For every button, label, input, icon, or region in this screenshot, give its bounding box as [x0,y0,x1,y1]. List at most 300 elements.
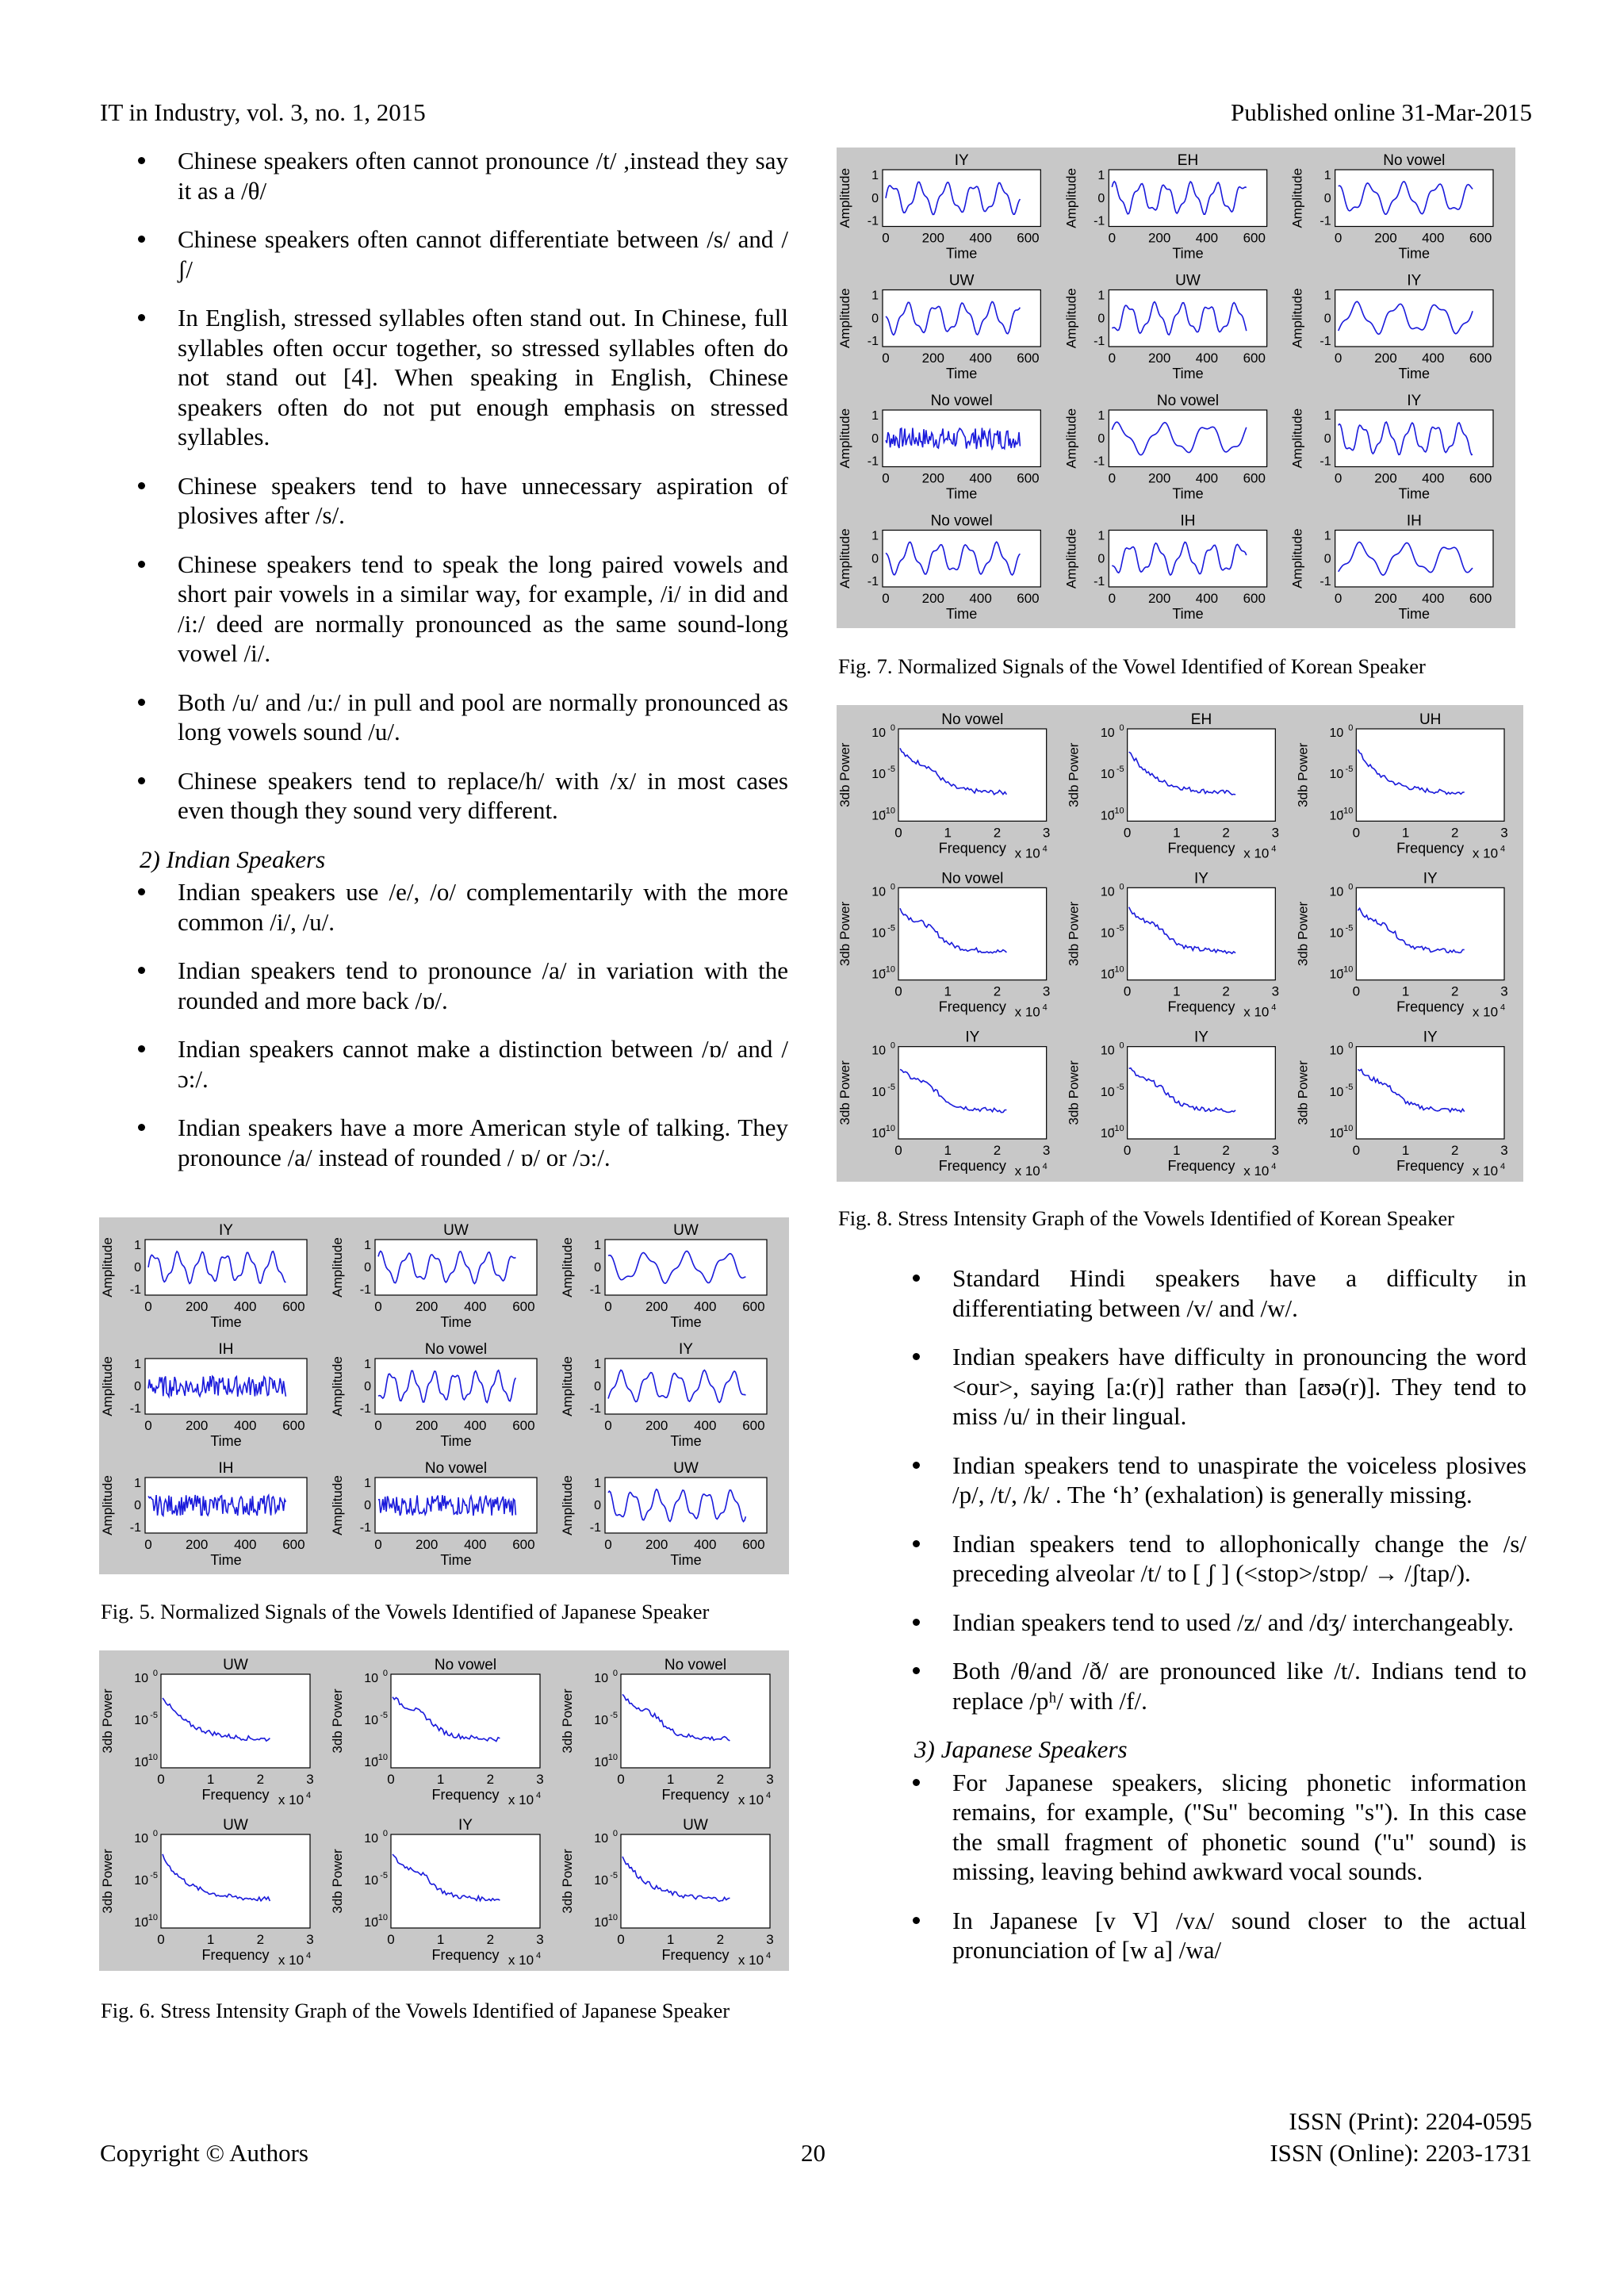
x-axis-label: Frequency [661,1947,730,1963]
tick-label: 0 [1097,431,1105,446]
y-axis-label: Amplitude [837,528,852,589]
tick-label: 0 [604,1299,612,1314]
tick-label: 0 [1323,191,1331,205]
issn-print: ISSN (Print): 2204-0595 [1289,2107,1532,2135]
indian-speaker-list [100,877,788,1172]
section-heading-indian: 2) Indian Speakers [140,845,326,873]
panel-title: No vowel [434,1657,497,1673]
panel-title: No vowel [930,393,993,409]
plot-area [898,729,1047,821]
tick-label-exponent: -10 [1340,964,1354,975]
tick-label: 600 [1243,470,1266,486]
tick-label: 200 [921,591,944,606]
list-item: Chinese speakers often cannot pronounce /t/ ,instead they say it as a /θ/ [100,146,788,205]
axis-multiplier: x 10 [1472,845,1499,861]
tick-label: 0 [1108,351,1116,366]
plot-area [898,1047,1047,1139]
list-item: Indian speakers have a more American style of talking. They pronounce /a/ instead of rounded / ɒ/ or /ɔ:/. [100,1113,788,1172]
tick-label: 600 [742,1418,765,1433]
tick-label: 10 [134,1832,148,1846]
y-axis-label: Amplitude [560,1475,575,1535]
panel [1067,870,1279,1019]
y-axis-label: Amplitude [1289,408,1305,469]
y-axis-label: 3db Power [837,1060,852,1125]
y-axis-label: Amplitude [560,1237,575,1297]
tick-label: 400 [234,1299,257,1314]
publication-date: Published online 31-Mar-2015 [1231,98,1532,126]
tick-label: 1 [594,1239,601,1252]
tick-label-exponent: -10 [1111,1124,1124,1133]
tick-label: 400 [1195,230,1219,246]
y-axis-label: 3db Power [1066,1060,1082,1125]
tick-label-exponent: -10 [145,1753,158,1762]
tick-label-exponent: 0 [890,723,895,733]
tick-label-exponent: -10 [1111,806,1124,816]
plot-area [883,410,1040,467]
tick-label: 600 [282,1299,305,1314]
panel-title: No vowel [424,1341,488,1358]
tick-label: 600 [282,1418,305,1433]
tick-label: 0 [374,1299,382,1314]
plot-area [883,290,1040,347]
tick-label: 2 [1222,825,1230,841]
tick-label: 0 [1323,552,1331,566]
tick-label: 400 [969,470,992,486]
tick-label: 600 [742,1299,765,1314]
figure-5-caption: Fig. 5. Normalized Signals of the Vowels Identified of Japanese Speaker [101,1600,710,1623]
x-axis-label: Time [210,1314,242,1330]
tick-label: 0 [374,1418,382,1433]
x-axis-label: Time [670,1433,702,1449]
plot-area [1109,410,1266,467]
panel [837,711,1050,861]
panel-title: IY [458,1817,473,1834]
figure-6-japanese-stress [99,1650,789,1971]
panel [330,1222,537,1330]
tick-label: 600 [1469,591,1492,606]
panel [1290,513,1493,623]
tick-label-exponent: -5 [1345,923,1354,933]
tick-label: 10 [1329,1127,1344,1140]
y-axis-label: Amplitude [837,288,852,349]
tick-label: 1 [364,1239,371,1252]
tick-label-exponent: 0 [890,882,895,892]
tick-label-exponent: 0 [1119,882,1124,892]
tick-label: 400 [694,1299,717,1314]
tick-label: 10 [364,1672,378,1685]
y-axis-label: Amplitude [1289,288,1305,349]
tick-label: 600 [1017,351,1040,366]
axis-multiplier-exponent: 4 [1042,1162,1048,1171]
list-item: Standard Hindi speakers have a difficulty in differentiating between /v/ and /w/. [875,1263,1526,1323]
journal-header: IT in Industry, vol. 3, no. 1, 2015 [100,98,426,126]
tick-label: 10 [594,1832,608,1846]
tick-label: 10 [1100,1127,1115,1140]
tick-label: 400 [1195,351,1219,366]
tick-label: 10 [1329,809,1344,823]
tick-label-exponent: -5 [610,1871,618,1880]
plot-area [605,1478,767,1533]
plot-area [391,1674,540,1768]
tick-label: 3 [766,1772,774,1787]
plot-area [1356,1047,1504,1139]
panel-title: UH [1419,711,1442,728]
tick-label: 3 [1271,825,1280,841]
y-axis-label: 3db Power [1295,742,1311,807]
tick-label: 0 [1108,230,1116,246]
tick-label: 10 [364,1874,378,1888]
tick-label: 0 [387,1772,395,1787]
tick-label: 0 [594,1261,601,1274]
page-number: 20 [801,2139,825,2167]
y-axis-label: 3db Power [560,1688,575,1754]
tick-label: 0 [1323,431,1331,446]
tick-label-exponent: -10 [375,1913,388,1922]
y-axis-label: 3db Power [837,901,852,967]
tick-label: 1 [1323,409,1331,423]
tick-label: 0 [871,431,879,446]
tick-label: 3 [1271,983,1280,999]
tick-label: 200 [645,1299,668,1314]
list-item: Indian speakers tend to used /z/ and /dʒ/ interchangeably. [875,1608,1526,1638]
panel [1067,1029,1279,1179]
tick-label: 10 [871,768,886,782]
axis-multiplier: x 10 [278,1792,304,1807]
tick-label: 10 [364,1832,378,1846]
tick-label: 10 [871,1127,886,1140]
plot-area [883,170,1040,227]
tick-label: -1 [1320,335,1331,348]
tick-label-exponent: 0 [1348,723,1354,733]
tick-label: 10 [871,1044,886,1058]
panel-title: IH [1180,512,1196,530]
panel [100,1460,307,1568]
axis-multiplier-exponent: 4 [765,1791,772,1800]
panel-title: UW [443,1222,469,1239]
tick-label: -1 [867,575,879,588]
panel [1295,1029,1507,1179]
tick-label-exponent: -10 [145,1913,158,1922]
x-axis-label: Time [670,1314,702,1330]
figure-8-caption: Fig. 8. Stress Intensity Graph of the Vowels Identified of Korean Speaker [838,1206,1454,1230]
tick-label-exponent: -10 [1111,964,1124,975]
panel-title: EH [1177,152,1199,169]
x-axis-label: Time [945,485,978,502]
panel-title: IY [954,152,969,169]
tick-label: 0 [871,312,879,326]
plot-area [161,1834,310,1928]
tick-label: 1 [871,409,879,423]
tick-label: 10 [1100,1044,1115,1058]
plot-area [605,1240,767,1295]
x-axis-label: Time [1172,245,1204,262]
panel-title: No vowel [424,1460,488,1477]
tick-label: 10 [1100,1085,1115,1099]
tick-label: 10 [1329,885,1344,899]
plot-area [898,887,1047,979]
tick-label: -1 [1320,575,1331,588]
plot-area [1335,410,1493,467]
tick-label: 10 [871,885,886,899]
tick-label-exponent: -5 [1116,923,1124,933]
tick-label: 600 [512,1299,535,1314]
y-axis-label: Amplitude [330,1475,345,1535]
tick-label: 1 [1323,169,1331,182]
tick-label: 3 [1271,1143,1280,1158]
tick-label: 0 [1334,591,1342,606]
panel-title: UW [1175,272,1201,289]
japanese-speaker-list [875,1768,1526,1965]
tick-label: 400 [464,1537,487,1552]
tick-label: 2 [1451,983,1459,999]
y-axis-label: Amplitude [837,408,852,469]
tick-label: 1 [134,1358,141,1371]
panel-title: IH [218,1341,234,1358]
x-axis-label: Time [945,366,978,381]
panel-title: IY [1407,393,1422,409]
x-axis-label: Frequency [1396,840,1465,857]
y-axis-label: Amplitude [1063,167,1079,228]
y-axis-label: 3db Power [1066,742,1082,807]
tick-label: 0 [882,591,890,606]
panel-title: IY [679,1341,693,1358]
tick-label: 1 [1401,825,1410,841]
tick-label: 2 [1222,1143,1230,1158]
tick-label: 400 [969,230,992,246]
tick-label: 1 [1401,983,1410,999]
tick-label: 3 [1042,983,1051,999]
panel [837,513,1040,623]
tick-label-exponent: 0 [1119,1041,1124,1051]
y-axis-label: 3db Power [100,1849,115,1914]
tick-label: 600 [512,1418,535,1433]
tick-label-exponent: -5 [380,1871,388,1880]
panel [837,870,1050,1019]
panel [330,1341,537,1449]
tick-label: 10 [871,968,886,982]
panel [1063,513,1266,623]
plot-area [145,1240,307,1295]
tick-label: 10 [594,1916,608,1930]
tick-label: 600 [742,1537,765,1552]
tick-label-exponent: 0 [152,1669,158,1678]
x-axis-label: Frequency [938,840,1006,857]
tick-label: 400 [694,1537,717,1552]
chinese-speaker-list [100,146,788,826]
section-heading-japanese: 3) Japanese Speakers [914,1735,1128,1763]
plot-area [161,1674,310,1768]
tick-label-exponent: -5 [610,1711,618,1720]
x-axis-label: Frequency [1167,840,1235,857]
tick-label: 10 [1329,726,1344,740]
tick-label: 1 [134,1477,141,1490]
tick-label-exponent: 0 [612,1829,618,1838]
panel-title: IY [965,1029,980,1046]
tick-label: 600 [1017,591,1040,606]
list-item: For Japanese speakers, slicing phonetic information remains, for example, ("Su" becoming "s"). In this case the small fragment of phonetic sound ("u" sound) is missing, leaving behind awkward vocal sounds. [875,1768,1526,1887]
plot-area [391,1834,540,1928]
panel [330,1817,544,1968]
tick-label: 2 [993,825,1002,841]
tick-label: 0 [1097,552,1105,566]
x-axis-label: Time [945,245,978,262]
x-axis-label: Frequency [431,1787,500,1803]
tick-label-exponent: 0 [152,1829,158,1838]
axis-multiplier: x 10 [1014,1004,1040,1020]
panel [1067,711,1279,861]
axis-multiplier-exponent: 4 [1271,1162,1277,1171]
x-axis-label: Time [1172,606,1204,622]
tick-label: 400 [1422,470,1445,486]
panel-title: IH [1406,512,1422,530]
x-axis-label: Time [1398,245,1431,262]
y-axis-label: Amplitude [330,1237,345,1297]
tick-label: 1 [871,289,879,303]
tick-label: 0 [1323,312,1331,326]
tick-label-exponent: -5 [887,765,895,775]
tick-label: 3 [306,1772,314,1787]
tick-label: -1 [867,454,879,469]
panel [330,1460,537,1568]
tick-label: 1 [1173,1143,1181,1158]
plot-area [1128,1047,1276,1139]
tick-label: 0 [1108,591,1116,606]
tick-label: -1 [1094,575,1105,588]
tick-label: 2 [716,1772,725,1787]
panel [1063,273,1266,382]
list-item: In English, stressed syllables often stand out. In Chinese, full syllables often occur together, so stressed syllables often do not stand out [4]. When speaking in English, Chinese speakers often do not put enough emphasis on stressed syllables. [100,303,788,452]
tick-label-exponent: 0 [890,1041,895,1051]
list-item: Indian speakers have difficulty in pronouncing the word <our>, saying [a:(r)] rather than [aʊə(r)]. They tend to miss /u/ in their lingual. [875,1342,1526,1432]
panel [100,1341,307,1449]
axis-multiplier-exponent: 4 [765,1951,772,1961]
tick-label: 3 [1042,1143,1051,1158]
y-axis-label: Amplitude [1289,528,1305,589]
tick-label: -1 [129,1402,141,1416]
tick-label: 200 [415,1418,439,1433]
y-axis-label: Amplitude [1063,288,1079,349]
tick-label: 1 [1097,169,1105,182]
y-axis-label: Amplitude [837,167,852,228]
tick-label: 10 [871,1085,886,1099]
axis-multiplier-exponent: 4 [1500,844,1506,854]
tick-label: 1 [594,1477,601,1490]
tick-label: -1 [1094,214,1105,228]
issn-online: ISSN (Online): 2203-1731 [1270,2139,1532,2167]
axis-multiplier-exponent: 4 [1271,844,1277,854]
tick-label: 1 [594,1358,601,1371]
tick-label: 600 [1469,230,1492,246]
tick-label: 2 [1451,1143,1459,1158]
tick-label: -1 [589,1402,601,1416]
tick-label: 0 [144,1537,152,1552]
x-axis-label: Frequency [201,1947,270,1963]
tick-label: 200 [921,230,944,246]
tick-label-exponent: -5 [1116,1082,1124,1092]
tick-label: 400 [1422,230,1445,246]
tick-label: 0 [882,351,890,366]
tick-label: 400 [694,1418,717,1433]
tick-label: 600 [1017,230,1040,246]
tick-label: 10 [1329,768,1344,782]
y-axis-label: Amplitude [1289,167,1305,228]
panel-title: IY [1407,272,1422,289]
fig7-svg [837,148,1515,628]
tick-label: 1 [944,1143,952,1158]
y-axis-label: 3db Power [100,1688,115,1754]
right-column [875,1263,1526,1984]
tick-label: 600 [1243,351,1266,366]
tick-label: 0 [1334,351,1342,366]
tick-label: -1 [1094,335,1105,348]
tick-label: 200 [415,1299,439,1314]
x-axis-label: Time [670,1552,702,1568]
tick-label: 10 [871,726,886,740]
axis-multiplier-exponent: 4 [305,1791,312,1800]
tick-label: 0 [364,1380,371,1393]
plot-area [1335,170,1493,227]
tick-label: -1 [359,1521,371,1535]
tick-label-exponent: -10 [605,1913,618,1922]
figure-7-korean-signals [837,148,1515,628]
list-item: Indian speakers tend to unaspirate the voiceless plosives /p/, /t/, /k/ . The ‘h’ (exhalation) is generally missing. [875,1451,1526,1510]
tick-label-exponent: 0 [1119,723,1124,733]
y-axis-label: Amplitude [330,1356,345,1416]
tick-label: 10 [364,1714,378,1727]
panel-title: No vowel [941,870,1004,887]
x-axis-label: Frequency [1167,999,1235,1015]
tick-label: 2 [993,1143,1002,1158]
tick-label: 200 [645,1537,668,1552]
tick-label: 2 [1451,825,1459,841]
tick-label: 3 [1500,825,1508,841]
tick-label: 10 [871,926,886,941]
tick-label: 10 [871,809,886,823]
axis-multiplier: x 10 [508,1953,534,1968]
tick-label: -1 [867,214,879,228]
panel [1295,870,1507,1019]
tick-label-exponent: -10 [883,1124,895,1133]
tick-label: 600 [1243,591,1266,606]
axis-multiplier: x 10 [1472,1163,1499,1179]
tick-label: 1 [1323,529,1331,543]
panel-title: No vowel [941,711,1004,728]
tick-label-exponent: 0 [1348,882,1354,892]
figure-7-caption: Fig. 7. Normalized Signals of the Vowel Identified of Korean Speaker [838,654,1426,678]
panel [837,273,1040,382]
plot-area [1109,531,1266,588]
tick-label: 10 [594,1672,608,1685]
tick-label: 10 [1100,926,1115,941]
tick-label: 1 [666,1772,675,1787]
tick-label-exponent: 0 [1348,1041,1354,1051]
tick-label: 10 [594,1756,608,1769]
panel-title: IY [1194,870,1208,887]
tick-label: -1 [1320,454,1331,469]
tick-label: 0 [374,1537,382,1552]
axis-multiplier: x 10 [737,1792,764,1807]
tick-label: -1 [867,335,879,348]
tick-label: 200 [921,470,944,486]
panel-title: IY [1423,1029,1438,1046]
tick-label: 400 [1422,351,1445,366]
x-axis-label: Time [1172,366,1204,381]
tick-label-exponent: -10 [1340,1124,1354,1133]
tick-label-exponent: -5 [380,1711,388,1720]
tick-label: 200 [1147,470,1171,486]
panel [1290,273,1493,382]
tick-label: 0 [871,191,879,205]
